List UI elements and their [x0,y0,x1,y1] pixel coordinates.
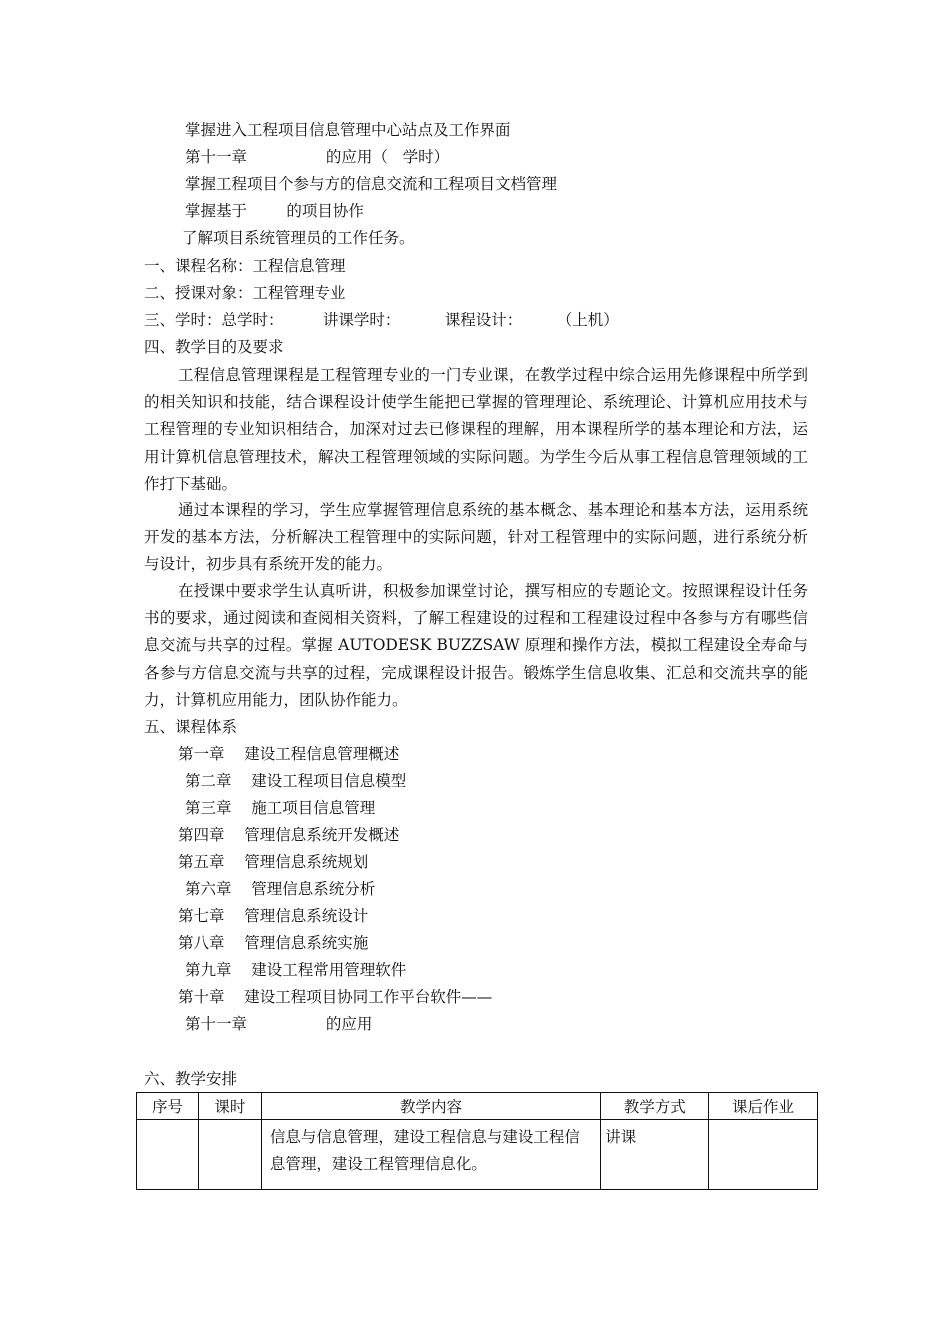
chapter-item: 第十一章 的应用 [185,1015,373,1033]
cell-homework [709,1120,818,1190]
goals-paragraph-1: 工程信息管理课程是工程管理专业的一门专业课，在教学过程中综合运用先修课程中所学到的相关知识和技能，结合课程设计使学生能把已掌握的管理理论、系统理论、计算机应用技术与工程管理的专业知识相结合，加深对过去已修课程的理解，用本课程所学的基本理论和方法，运用计算机信息管理技术，解决工程管理领域的实际问题。为学生今后从事工程信息管理领域的工作打下基础。 [144,366,808,493]
chapter-item: 第一章 建设工程信息管理概述 [178,745,400,763]
chapter-item: 第四章 管理信息系统开发概述 [178,826,400,844]
chapter-item: 第八章 管理信息系统实施 [178,934,369,952]
chapter-item: 第二章 建设工程项目信息模型 [185,772,407,790]
table-row [137,1120,818,1190]
section-schedule-heading: 六、教学安排 [144,1070,238,1088]
section-audience: 二、授课对象：工程管理专业 [144,284,346,302]
cell-content: 信息与信息管理，建设工程信息与建设工程信息管理，建设工程管理信息化。 [261,1120,600,1190]
cell-method: 讲课 [601,1120,709,1190]
chapter-item: 第七章 管理信息系统设计 [178,907,369,925]
goals-paragraph-2: 通过本课程的学习，学生应掌握管理信息系统的基本概念、基本理论和基本方法，运用系统开发的基本方法，分析解决工程管理中的实际问题，针对工程管理中的实际问题，进行系统分析与设计，初步具有系统开发的能力。 [144,501,808,574]
cell-index [137,1120,199,1190]
section-goals-heading: 四、教学目的及要求 [144,338,284,356]
section-hours: 三、学时：总学时： 讲课学时： 课程设计： （上机） [144,311,619,329]
chapter-item: 第五章 管理信息系统规划 [178,853,369,871]
objective-line-5: 了解项目系统管理员的工作任务。 [182,229,415,247]
header-index: 序号 [137,1093,199,1120]
table-header-row [137,1093,818,1120]
header-content: 教学内容 [261,1093,600,1120]
objective-line-2: 第十一章 的应用（ 学时） [185,148,450,166]
header-method: 教学方式 [601,1093,709,1120]
objective-line-4: 掌握基于 的项目协作 [185,202,364,220]
chapter-item: 第十章 建设工程项目协同工作平台软件—— [178,988,493,1006]
header-hours: 课时 [198,1093,261,1120]
objective-line-3: 掌握工程项目个参与方的信息交流和工程项目文档管理 [185,175,558,193]
schedule-table [136,1092,818,1190]
chapter-item: 第九章 建设工程常用管理软件 [185,961,407,979]
goals-paragraph-3: 在授课中要求学生认真听讲，积极参加课堂讨论，撰写相应的专题论文。按照课程设计任务书的要求，通过阅读和查阅相关资料，了解工程建设的过程和工程建设过程中各参与方有哪些信息交流与共享的过程。掌握 AUTODESK BUZZSAW 原理和操作方法，模拟工程建设全寿命与各参与方信息交流与共享的过程，完成课程设计报告。锻炼学生信息收集、汇总和交流共享的能力，计算机应用能力，团队协作能力。 [144,582,808,709]
section-course-name: 一、课程名称：工程信息管理 [144,257,346,275]
section-system-heading: 五、课程体系 [144,718,238,736]
header-homework: 课后作业 [709,1093,818,1120]
objective-line-1: 掌握进入工程项目信息管理中心站点及工作界面 [185,121,511,139]
chapter-item: 第六章 管理信息系统分析 [185,880,376,898]
cell-hours [198,1120,261,1190]
chapter-item: 第三章 施工项目信息管理 [185,799,376,817]
